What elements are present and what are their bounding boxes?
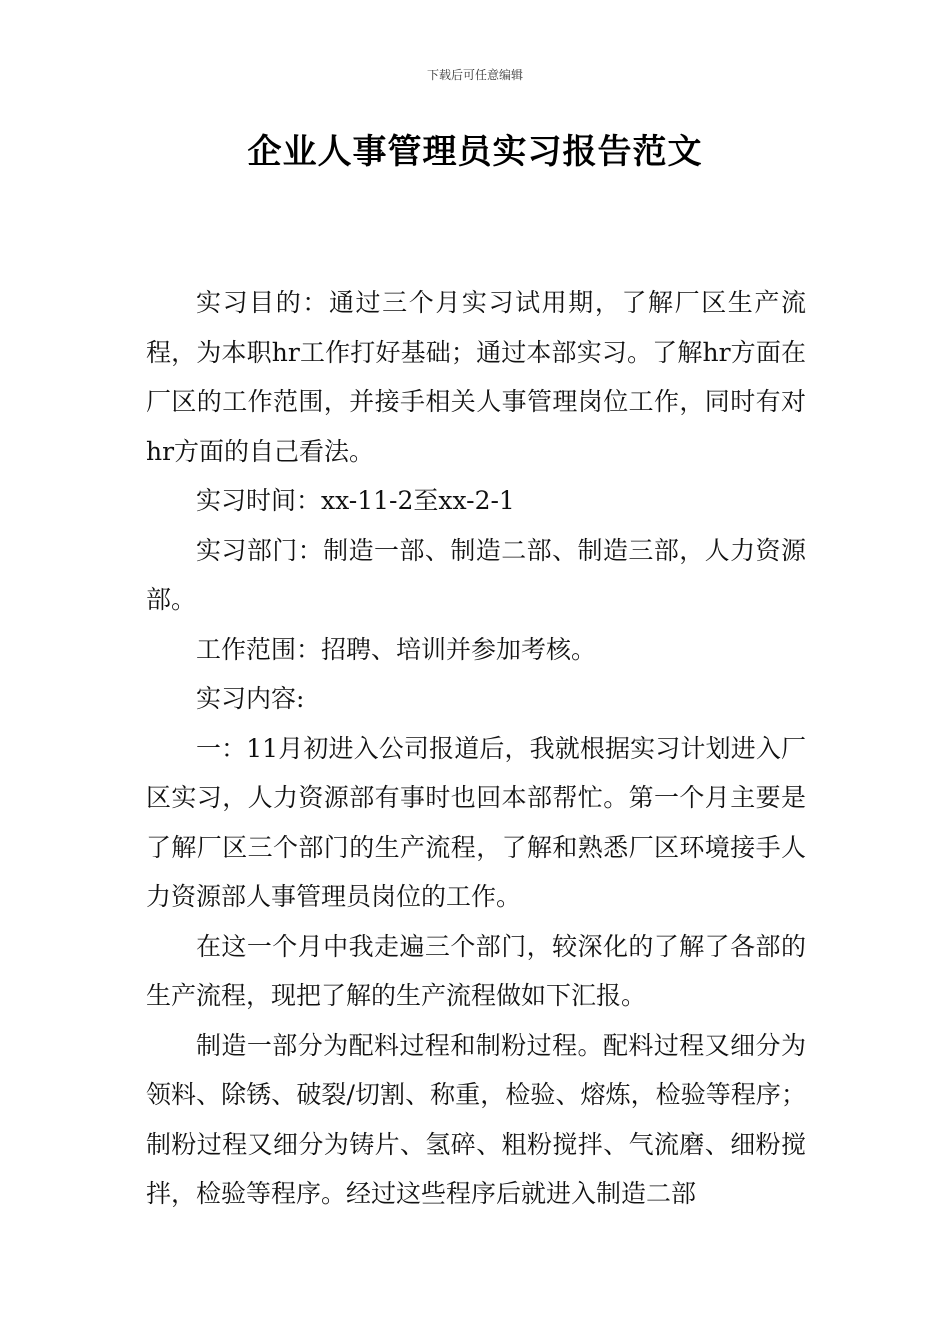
document-title: 企业人事管理员实习报告范文 <box>247 132 703 172</box>
paragraph-scope: 工作范围：招聘、培训并参加考核。 <box>196 634 597 664</box>
paragraph-time: 实习时间：xx-11-2至xx-2-1 <box>196 486 515 515</box>
paragraph-department: 实习部门：制造一部、制造二部、制造三部，人力资源部。 <box>146 535 806 614</box>
paragraph-part-one: 一：11月初进入公司报道后，我就根据实习计划进入厂区实习，人力资源部有事时也回本部帮忙。第一个月主要是了解厂区三个部门的生产流程，了解和熟悉厂区环境接手人力资源部人事管理员岗位的工作。 <box>146 733 806 911</box>
paragraph-content-heading: 实习内容: <box>196 684 305 713</box>
document-body <box>146 278 806 1219</box>
paragraph-manufacturing-one: 制造一部分为配料过程和制粉过程。配料过程又细分为领料、除锈、破裂/切割、称重，检验、熔炼，检验等程序；制粉过程又细分为铸片、氢碎、粗粉搅拌、气流磨、细粉搅拌，检验等程序。经过这些程序后就进入制造二部 <box>146 1030 806 1208</box>
paragraph-walkthrough: 在这一个月中我走遍三个部门，较深化的了解了各部的生产流程，现把了解的生产流程做如下汇报。 <box>146 931 806 1010</box>
header-note: 下载后可任意编辑 <box>426 68 523 82</box>
paragraph-purpose: 实习目的：通过三个月实习试用期，了解厂区生产流程，为本职hr工作打好基础；通过本部实习。了解hr方面在厂区的工作范围，并接手相关人事管理岗位工作，同时有对hr方面的自己看法。 <box>146 288 806 466</box>
